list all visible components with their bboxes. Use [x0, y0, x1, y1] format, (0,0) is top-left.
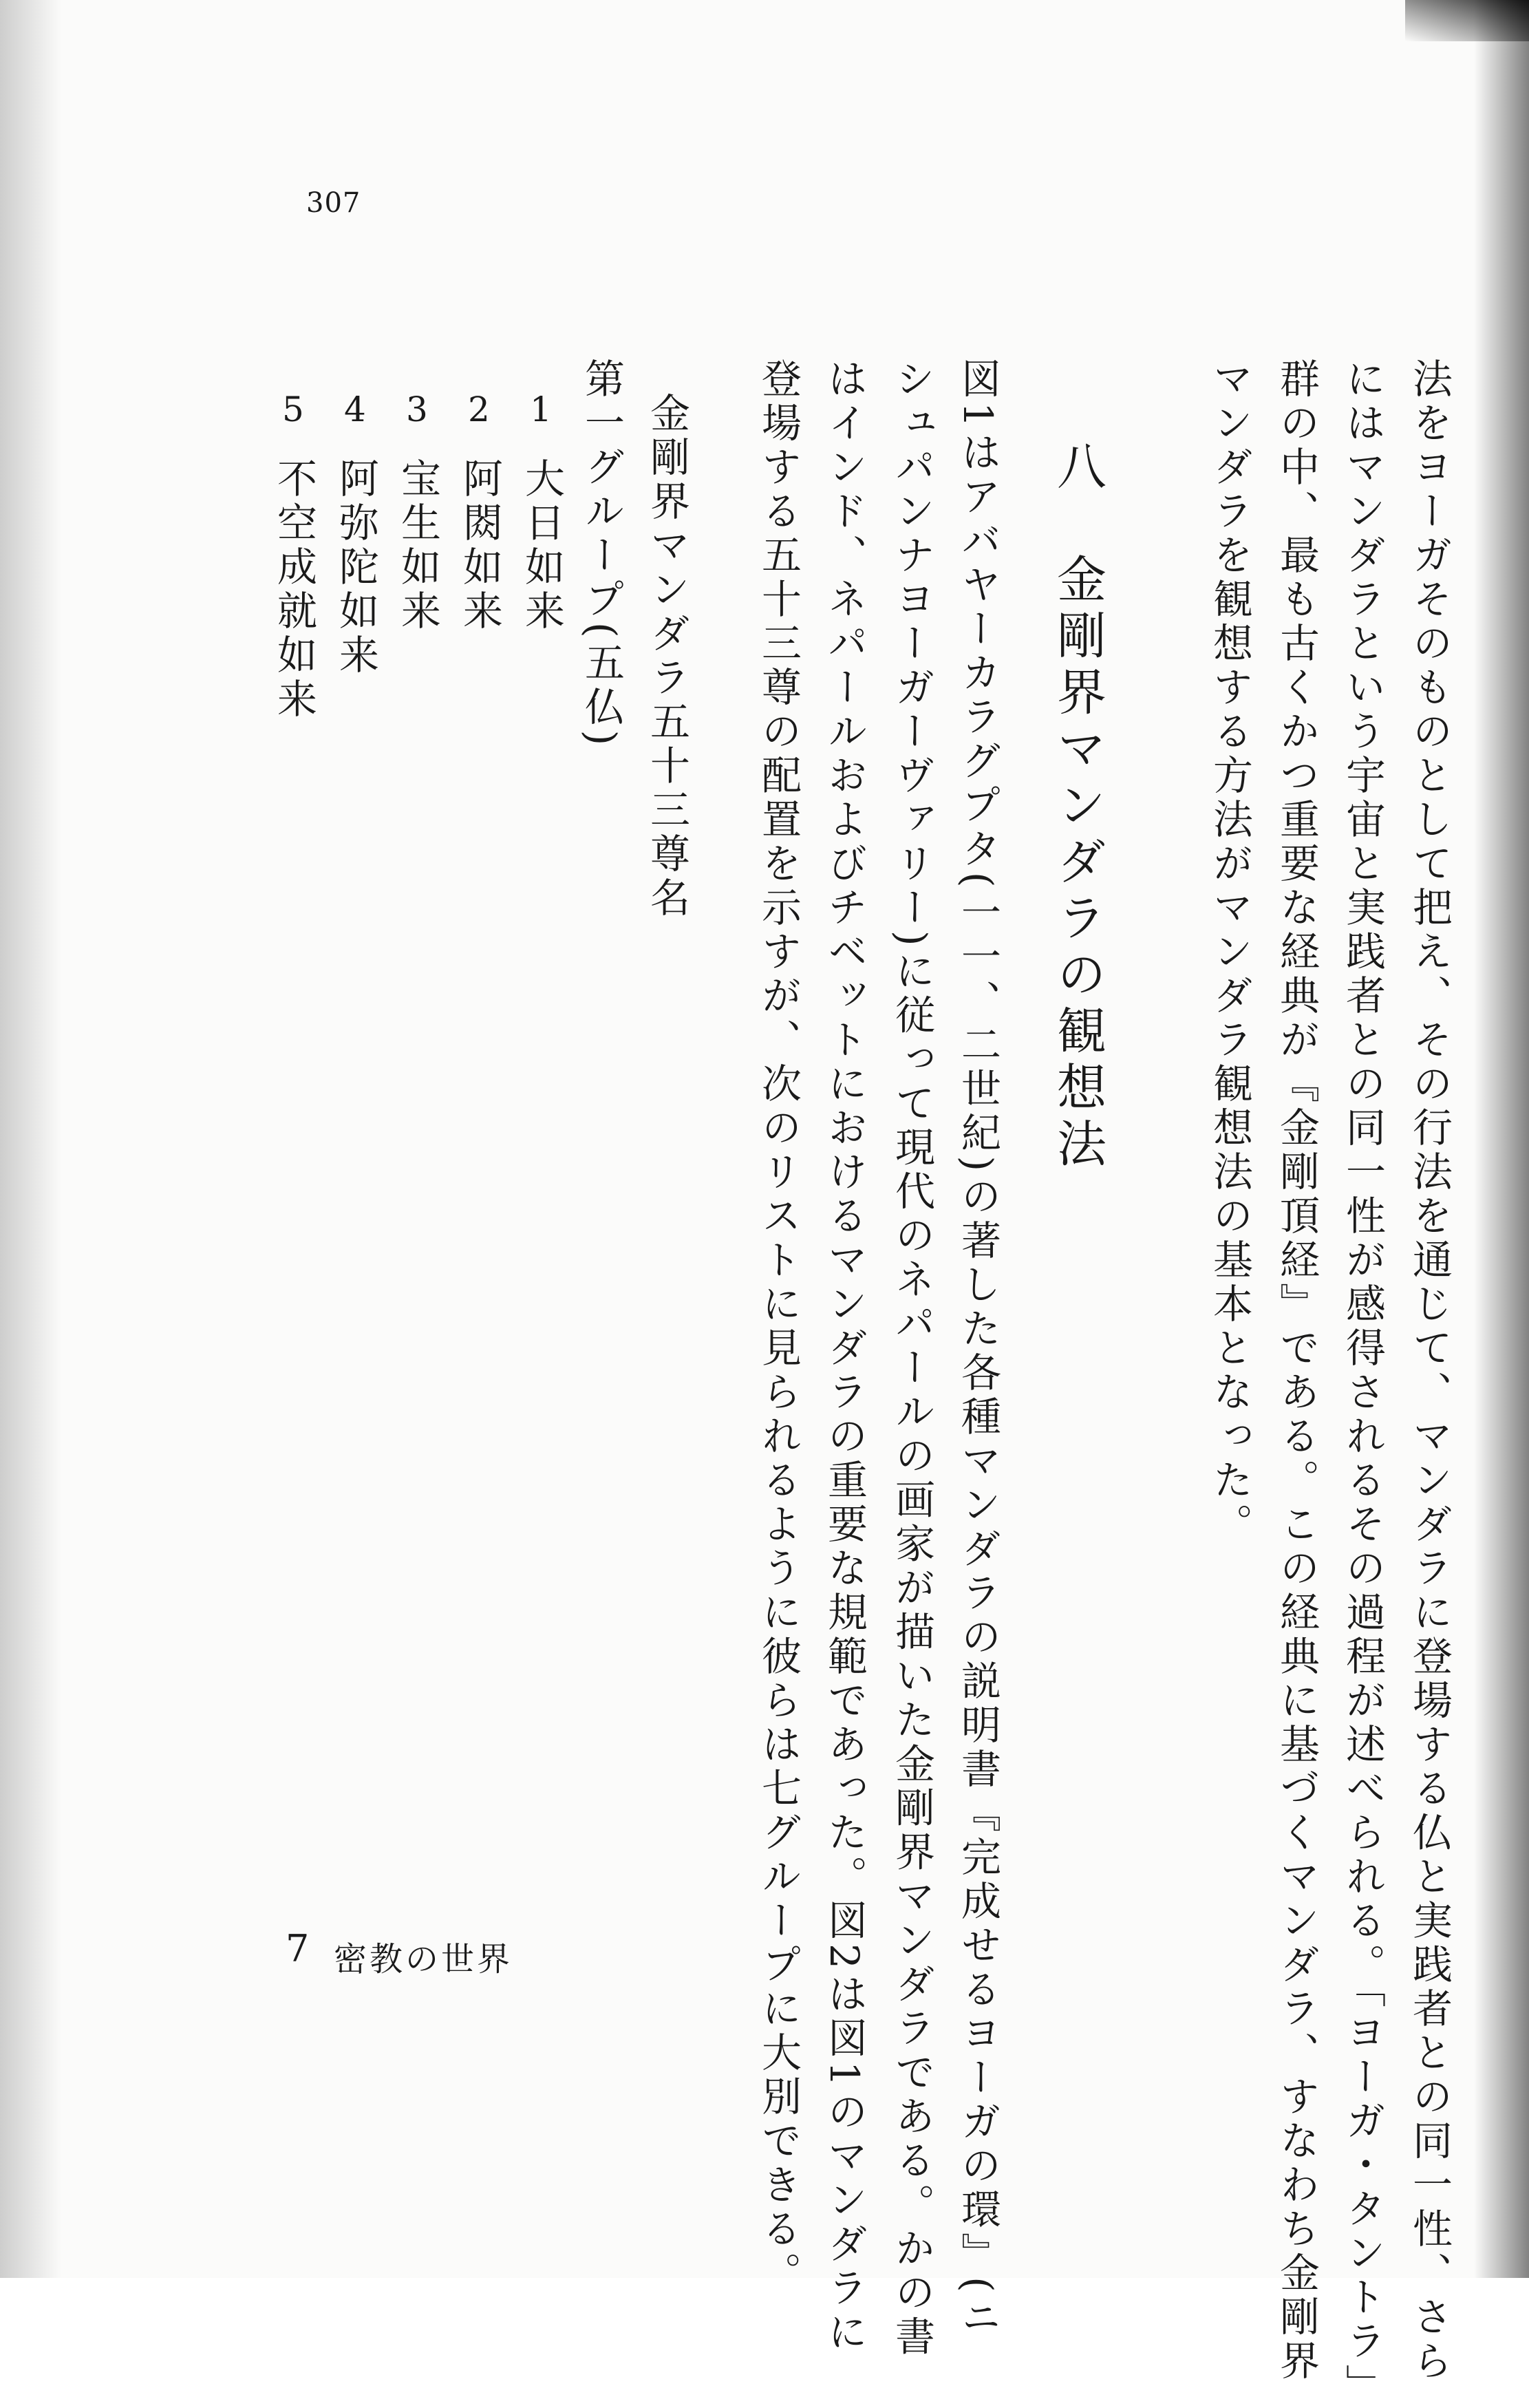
section-column-2: シュパンナヨーガーヴァリー)に従って現代のネパールの画家が描いた金剛界マンダラである。かの書 — [888, 358, 935, 2360]
list-item-number: 1 — [530, 390, 552, 429]
list-item-number: 5 — [282, 390, 304, 429]
list-item-name: 宝生如来 — [394, 458, 441, 634]
page-number: 307 — [306, 187, 361, 219]
intro-column-3: 群の中、最も古くかつ重要な経典が『金剛頂経』である。この経典に基づくマンダラ、すなわち金剛界 — [1273, 358, 1320, 2384]
chapter-number: 7 — [286, 1927, 310, 1970]
list-group-title: 第一グループ(五仏) — [578, 358, 625, 750]
list-title: 金剛界マンダラ五十三尊名 — [643, 392, 690, 921]
section-column-3: はインド、ネパールおよびチベットにおけるマンダラの重要な規範であった。図2は図1のマンダラに — [821, 358, 868, 2355]
section-column-1: 図1はアバヤーカラグプタ(一一、二世紀)の著した各種マンダラの説明書『完成せるヨーガの環』(ニ — [954, 358, 1001, 2341]
list-item-name: 大日如来 — [518, 458, 565, 634]
scan-shadow-left — [0, 0, 62, 2278]
list-item-name: 阿弥陀如来 — [332, 458, 379, 678]
list-item-number: 2 — [468, 390, 490, 429]
intro-column-1: 法をヨーガそのものとして把え、その行法を通じて、マンダラに登場する仏と実践者との同一性、さら — [1406, 358, 1453, 2384]
scan-shadow-corner — [1405, 0, 1529, 41]
list-item-name: 阿閦如来 — [456, 458, 503, 634]
list-item-name: 不空成就如来 — [270, 458, 317, 722]
intro-column-2: にはマンダラという宇宙と実践者との同一性が感得されるその過程が述べられる。「ヨーガ・タントラ」 — [1339, 358, 1386, 2408]
chapter-title: 密教の世界 — [334, 1940, 513, 1979]
section-heading: 八 金剛界マンダラの観想法 — [1049, 440, 1106, 1174]
scan-shadow-right — [1474, 0, 1529, 2278]
list-item-number: 3 — [406, 390, 428, 429]
section-column-4: 登場する五十三尊の配置を示すが、次のリストに見られるように彼らは七グループに大別できる。 — [755, 358, 802, 2296]
intro-column-4: マンダラを観想する方法がマンダラ観想法の基本となった。 — [1206, 358, 1253, 1547]
list-item-number: 4 — [344, 390, 366, 429]
